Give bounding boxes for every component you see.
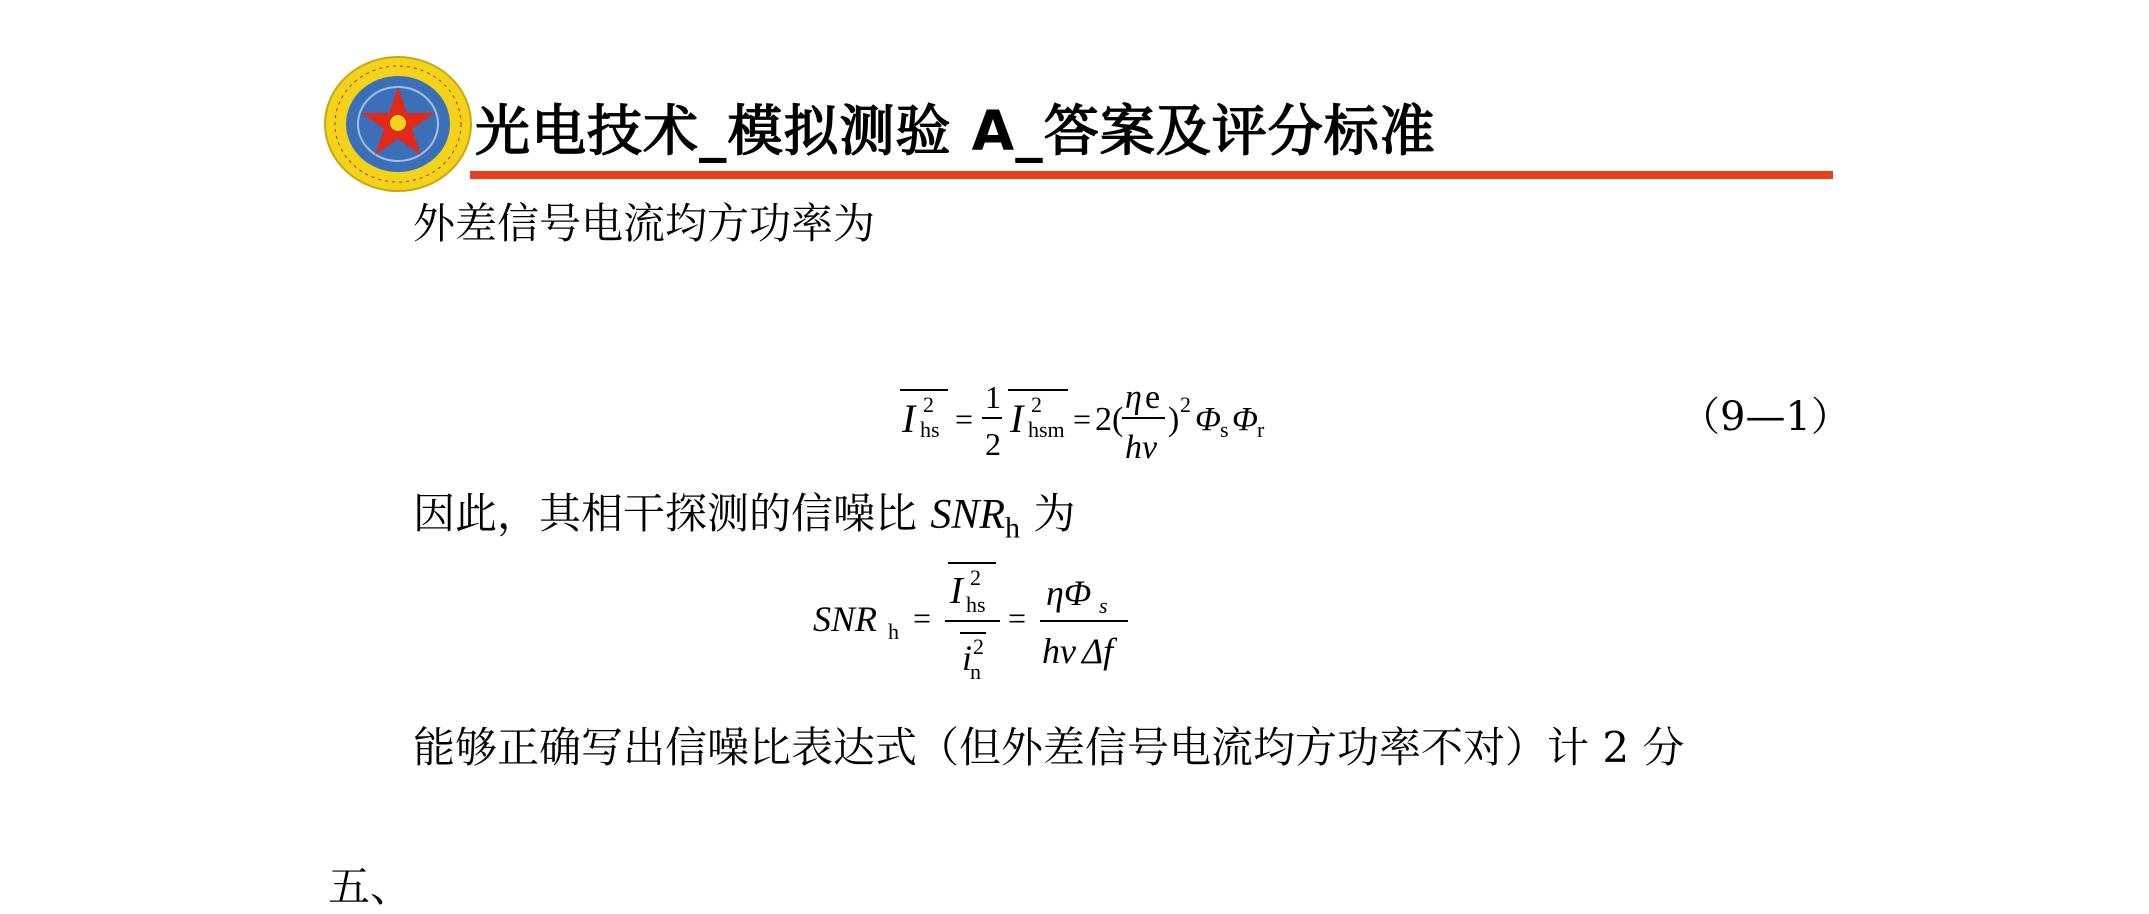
eq2-equals-2: = xyxy=(1008,600,1027,636)
eq1-I2-sup: 2 xyxy=(1031,392,1042,417)
eq1-coef: 2( xyxy=(1095,401,1124,438)
eq1-lhs-sup: 2 xyxy=(923,392,934,417)
paragraph-snr-intro xyxy=(413,487,1075,555)
eq1-lhs-I: I xyxy=(902,396,916,441)
eq2-den-sup: 2 xyxy=(973,634,984,659)
paragraph-intro: 外差信号电流均方功率为 xyxy=(413,199,876,248)
page-title: 光电技术_模拟测验 A_答案及评分标准 xyxy=(475,99,1436,163)
eq1-I2-sub: hsm xyxy=(1028,417,1065,442)
eq1-eta: η xyxy=(1125,379,1142,416)
eq1-half-num: 1 xyxy=(985,379,1001,415)
eq2-den-sub: n xyxy=(970,659,981,684)
eq2-delta-f: Δf xyxy=(1082,631,1114,671)
eq2-snr-sub: h xyxy=(888,619,899,644)
eq1-half-den: 2 xyxy=(985,426,1001,462)
eq1-phi-s-sub: s xyxy=(1220,417,1229,442)
paragraph-scoring: 能够正确写出信噪比表达式（但外差信号电流均方功率不对）计 2 分 xyxy=(413,723,1685,772)
eq2-eta-phi: ηΦ xyxy=(1046,573,1092,613)
eq1-hv: hν xyxy=(1125,429,1158,466)
eq2-phi-sub: s xyxy=(1099,593,1108,618)
eq2-num-sup: 2 xyxy=(970,565,981,590)
eq1-equals-2: = xyxy=(1073,401,1092,437)
eq1-phi-r-sub: r xyxy=(1257,417,1265,442)
equation-snr xyxy=(810,555,1150,695)
eq2-num-I: I xyxy=(950,570,963,612)
eq2-equals: = xyxy=(913,600,932,636)
eq2-snr: SNR xyxy=(813,599,878,639)
inline-snr-sub: h xyxy=(1005,511,1021,545)
eq2-hv: hν xyxy=(1042,631,1076,671)
university-seal-icon xyxy=(323,55,473,193)
eq1-close: ) xyxy=(1168,401,1180,438)
eq1-phi-r: Φ xyxy=(1232,401,1258,438)
eq1-I2: I xyxy=(1010,396,1024,441)
header-divider xyxy=(470,171,1833,179)
eq1-close-sup: 2 xyxy=(1180,392,1191,417)
eq2-den-i: i xyxy=(962,638,973,678)
eq1-equals: = xyxy=(955,401,974,437)
eq1-e: e xyxy=(1145,379,1161,416)
eq2-num-sub: hs xyxy=(966,592,986,617)
inline-snr xyxy=(930,492,1021,545)
paragraph-snr-prefix: 因此，其相干探测的信噪比 xyxy=(413,489,931,538)
eq1-phi-s: Φ xyxy=(1195,401,1221,438)
section-heading-five: 五、 xyxy=(328,862,413,911)
inline-snr-text: SNR xyxy=(930,492,1006,538)
equation-number: （9—1） xyxy=(1680,394,1851,440)
equation-9-1 xyxy=(890,370,1310,480)
eq1-lhs-sub: hs xyxy=(920,417,940,442)
paragraph-snr-suffix: 为 xyxy=(1033,489,1076,538)
